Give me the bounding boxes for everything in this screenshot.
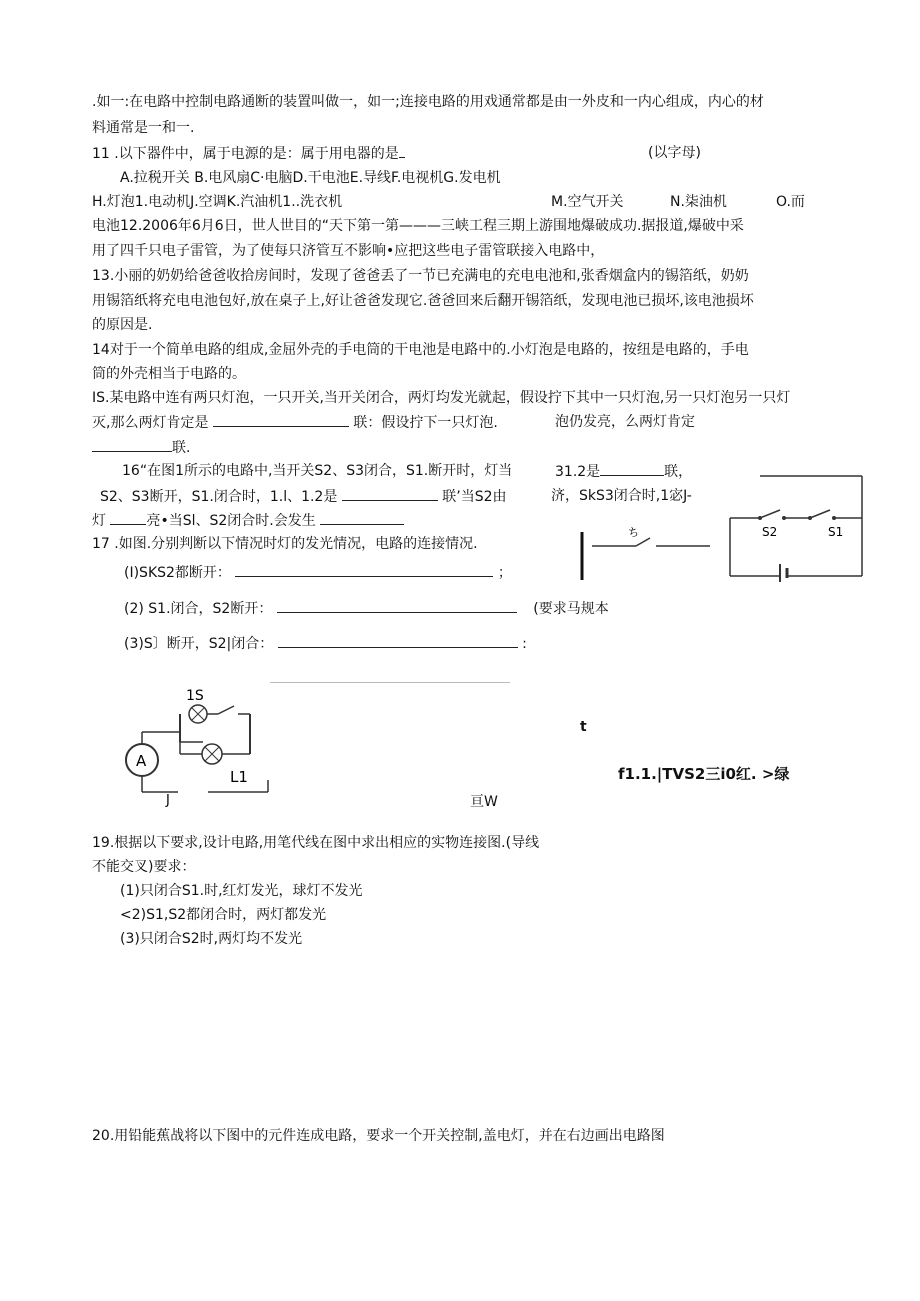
q15-line2 (92, 412, 498, 433)
fig-label-j: J (166, 793, 170, 808)
q17-item2-end: (要求马规本 (533, 601, 609, 617)
q16-line1: 16“在图1所示的电路中,当开关S2、S3闭合，S1.断开时，灯当 (122, 463, 513, 479)
switch-circuit-figure (580, 452, 870, 582)
q12-line2: 用了四千只电子雷管，为了使每只济管互不影响•应把这些电子雷管联接入电路中， (92, 243, 605, 259)
q16-blank-4 (320, 510, 404, 525)
q19-req2: <2)S1,S2都闭合时，两灯都发光 (120, 907, 327, 923)
q16-line2b: 济，SkS3闭合时,1宓J- (551, 488, 692, 504)
q16-text-d: S2、S3断开，S1.闭合时，1.l、1.2是 (100, 489, 338, 505)
q16-text-f: 灯 (92, 513, 106, 529)
q12-line1: 电池12.2006年6月6日，世人世目的“天下第一第———三峡工程三期上游围地爆破成功.据报道,爆破中采 (92, 218, 744, 234)
q15-line3 (92, 437, 190, 458)
q15-text-d: 联. (172, 440, 191, 456)
q16-line2 (100, 486, 507, 507)
fig-label-l1: L1 (230, 768, 248, 786)
fig-f1-label: f1.1.|TVS2三i0红. >绿 (618, 765, 790, 783)
q13-line1: 13.小丽的奶奶给爸爸收拾房间时，发现了爸爸丢了一节已充满电的充电电池和,张香烟盒内的锡箔纸，奶奶 (92, 268, 749, 284)
q19-req1: (1)只闭合S1.时,红灯发光，球灯不发光 (120, 883, 363, 899)
q16-text-g: 亮•当Sl、S2闭合时.会发生 (146, 513, 316, 529)
q16-text-e: 联’当S2由 (442, 489, 507, 505)
q14-line1: 14对于一个简单电路的组成,金屈外壳的手电筒的干电池是电路中的.小灯泡是电路的，按纽是电路的，手电 (92, 342, 749, 358)
q11-options-1: A.拉税开关 B.电风扇C·电脑D.干电池E.导线F.电视机G.发电机 (120, 170, 501, 186)
q11-stem-text: 11 .以下器件中，属于电源的是：属于用电器的是 (92, 146, 399, 162)
q15-text-c: 泡仍发亮，么两灯肯定 (555, 414, 695, 430)
q17-item3-label: (3)S〕断开，S2|闭合： (124, 636, 274, 652)
q19-req3: (3)只闭合S2时,两灯均不发光 (120, 931, 303, 947)
q13-line3: 的原因是. (92, 317, 153, 333)
q17-item1 (124, 562, 512, 583)
ammeter-a-label: A (136, 752, 147, 770)
q11-option-o: O.而 (776, 194, 805, 210)
q15-blank-1 (213, 412, 349, 427)
figure-occlusion (580, 522, 710, 580)
q16-text-b: 31.2是 (555, 464, 601, 480)
q17-stem: 17 .如图.分别判断以下情况时灯的发光情况，电路的连接情况. (92, 536, 478, 552)
q17-item1-label: (I)SKS2都断开： (124, 565, 231, 581)
q19-line1: 19.根据以下要求,设计电路,用笔代线在图中求出相应的实物连接图.(导线 (92, 835, 540, 851)
q16-line3 (92, 510, 404, 531)
q11-stem (92, 143, 405, 164)
q10-line1: .如一:在电路中控制电路通断的装置叫做一，如一;连接电路的用戏通常都是由一外皮和一内心组成，内心的材 (92, 94, 764, 110)
switch-small-label: ち (628, 526, 639, 539)
q17-item2-label: (2) S1.闭合，S2断开： (124, 601, 273, 617)
q10-line2: 料通常是一和一. (92, 120, 195, 136)
q17-item2 (124, 598, 609, 619)
q15-line1: IS.某电路中连有两只灯泡，一只开关,当开关闭合，两灯均发光就起，假设拧下其中一只灯泡,另一只灯泡另一只灯 (92, 390, 791, 406)
q19-line2: 不能交叉)要求： (92, 859, 196, 875)
q15-text-b: 联：假设拧下一只灯泡. (353, 415, 498, 431)
q17-item2-blank (277, 598, 517, 613)
q17-item4-blank (270, 682, 510, 683)
q17-item1-blank (235, 562, 493, 577)
switch-s1-label: S1 (828, 525, 844, 539)
q11-note: (以字母) (648, 145, 701, 161)
q11-options-2: H.灯泡1.电动机J.空调K.汽油机1..洗衣机 (92, 194, 343, 210)
q17-item3-end: : (522, 636, 527, 652)
switch-s2-label: S2 (762, 525, 778, 539)
q17-item3 (124, 633, 527, 654)
q16-blank-3 (110, 510, 146, 525)
q17-item3-blank (278, 633, 518, 648)
q16-blank-2 (342, 486, 438, 501)
q17-item1-end: ； (497, 565, 512, 581)
q13-line2: 用锡箔纸将充电电池包好,放在桌子上,好让爸爸发现它.爸爸回来后翻开锡箔纸，发现电池已损坏,该电池损坏 (92, 293, 754, 309)
q11-option-n: N.柒油机 (670, 194, 727, 210)
fig-t-label: t (580, 719, 587, 735)
q15-text-a: 灭,那么两灯肯定是 (92, 415, 209, 431)
q20-line: 20.用铅能蕉战将以下图中的元件连成电路，要求一个开关控制,盖电灯，并在右边画出电路图 (92, 1128, 665, 1144)
q11-blank (399, 143, 405, 158)
fig-label-1s: 1S (186, 688, 204, 704)
q14-line2: 筒的外壳相当于电路的。 (92, 366, 246, 382)
q11-option-m: M.空气开关 (551, 194, 624, 210)
q15-blank-2 (92, 437, 172, 452)
q16-text-c: 联， (664, 464, 693, 480)
fig-mid-label: 亘W (470, 794, 498, 810)
ammeter-circuit-figure (118, 684, 278, 808)
